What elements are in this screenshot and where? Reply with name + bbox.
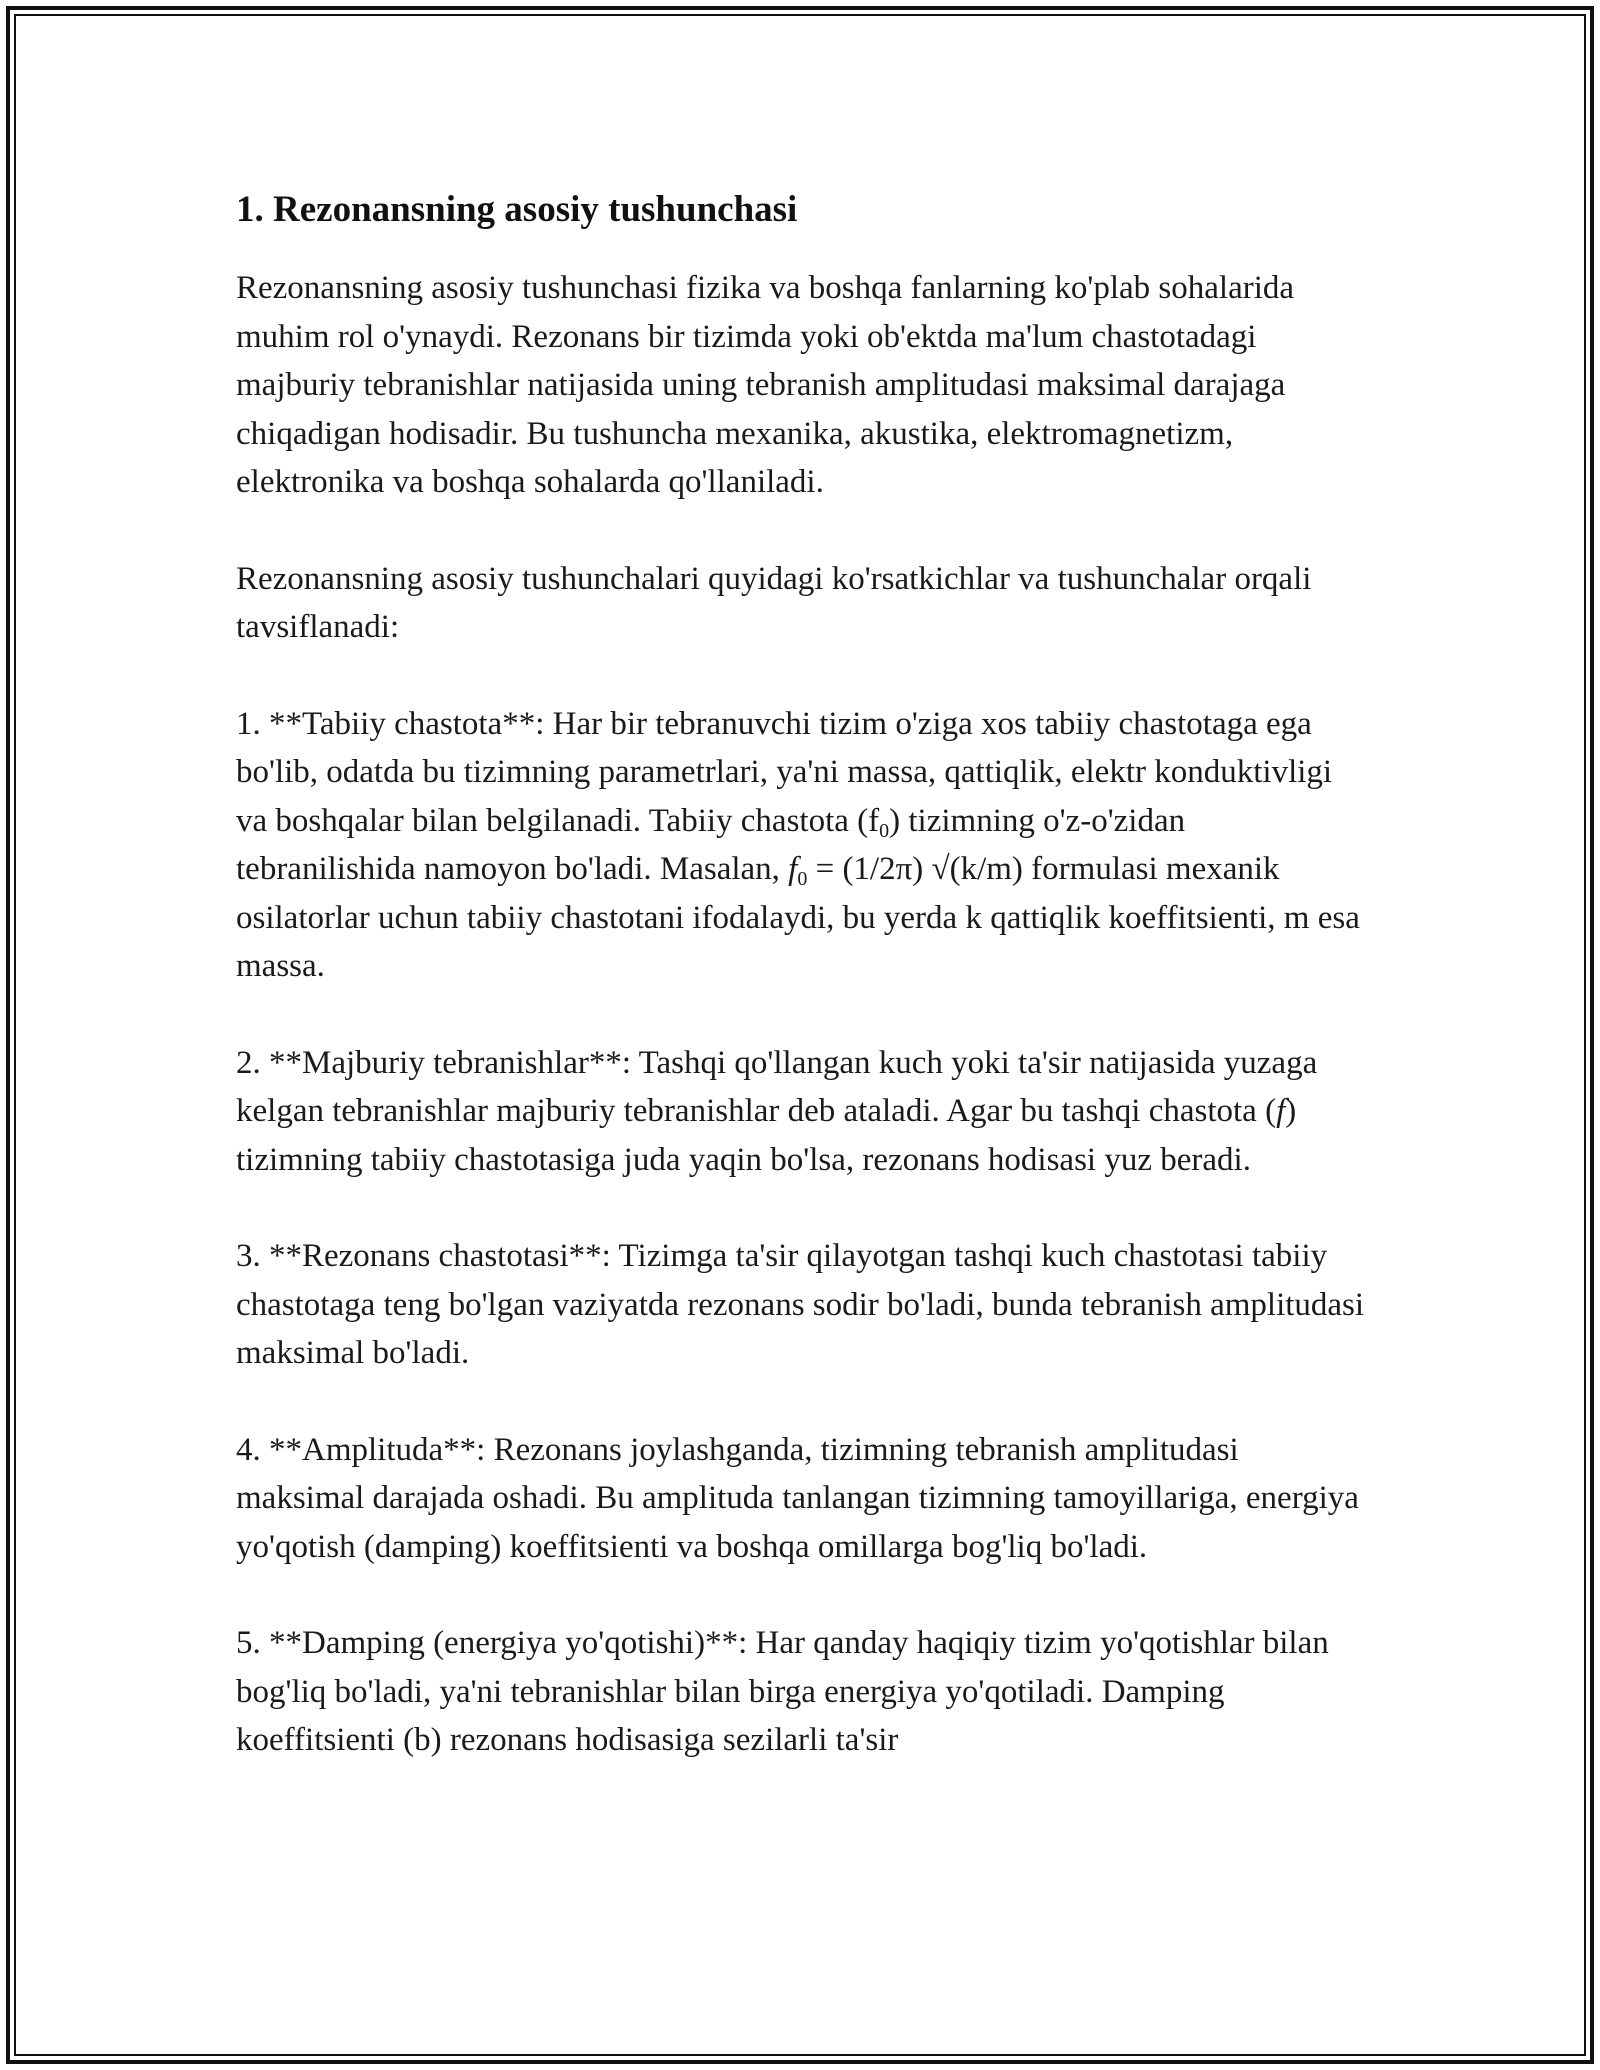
lead-paragraph: Rezonansning asosiy tushunchalari quyidagi ko'rsatkichlar va tushunchalar orqali tavsiflanadi: [236,560,1312,645]
list-item-natural-frequency [236,700,1366,991]
item2-math-f: f [1276,1093,1286,1129]
intro-paragraph: Rezonansning asosiy tushunchasi fizika va boshqa fanlarning ko'plab sohalarida muhim rol o'ynaydi. Rezonans bir tizimda yoki ob'ektda ma'lum chastotadagi majburiy tebranishlar natijasida uning tebranish amplitudasi maksimal darajaga chiqadigan hodisadir. Bu tushuncha mexanika, akustika, elektromagnetizm, elektronika va boshqa sohalarda qo'llaniladi. [236,270,1295,500]
item1-text-b: ) tizimning o'z-o'zidan tebranilishida namoyon bo'ladi. Masalan, [236,802,1186,887]
item2-text-b: ) tizimning tabiiy chastotasiga juda yaqin bo'lsa, rezonans hodisasi yuz beradi. [236,1093,1297,1178]
item1-text-c: = (1/2π) √(k/m) formulasi mexanik osilatorlar uchun tabiiy chastotani ifodalaydi, bu yerda k qattiqlik koeffitsienti, m esa massa. [236,851,1360,984]
item1-subscript-2: 0 [797,868,808,890]
item1-subscript-1: 0 [879,819,890,842]
section-heading: 1. Rezonansning asosiy tushunchasi [236,189,798,230]
item1-math-f: f [788,851,798,887]
item2-text-a: 2. **Majburiy tebranishlar**: Tashqi qo'llangan kuch yoki ta'sir natijasida yuzaga kelgan tebranishlar majburiy tebranishlar deb ataladi. Agar bu tashqi chastota ( [236,1044,1318,1129]
list-item-forced-oscillations [236,1039,1366,1185]
item1-text-a: 1. **Tabiiy chastota**: Har bir tebranuvchi tizim o'ziga xos tabiiy chastotaga ega bo'lib, odatda bu tizimning parametrlari, ya'ni massa, qattiqlik, elektr konduktivligi va boshqalar bilan belgilanadi. Tabiiy chastota (f [236,705,1333,839]
list-item-amplitude: 4. **Amplituda**: Rezonans joylashganda, tizimning tebranish amplitudasi maksimal darajada oshadi. Bu amplituda tanlangan tizimning tamoyillariga, energiya yo'qotish (damping) koeffitsienti va boshqa omillarga bog'liq bo'ladi. [236,1431,1359,1565]
list-item-damping: 5. **Damping (energiya yo'qotishi)**: Har qanday haqiqiy tizim yo'qotishlar bilan bog'liq bo'ladi, ya'ni tebranishlar bilan birga energiya yo'qotiladi. Damping koeffitsienti (b) rezonans hodisasiga sezilarli ta'sir [236,1625,1329,1758]
list-item-resonance-frequency: 3. **Rezonans chastotasi**: Tizimga ta'sir qilayotgan tashqi kuch chastotasi tabiiy chastotaga teng bo'lgan vaziyatda rezonans sodir bo'ladi, bunda tebranish amplitudasi maksimal bo'ladi. [236,1238,1365,1371]
document-page [236,186,1366,1813]
